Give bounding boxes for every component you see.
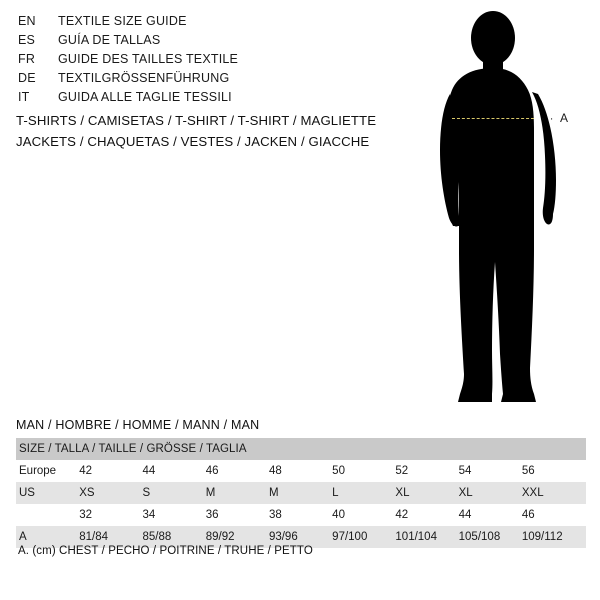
language-text: GUIDA ALLE TAGLIE TESSILI [58, 90, 232, 104]
language-code: FR [18, 52, 36, 66]
table-header-label: SIZE / TALLA / TAILLE / GRÖSSE / TAGLIA [19, 443, 247, 455]
table-cell: XXL [521, 487, 544, 499]
language-text: TEXTILGRÖSSENFÜHRUNG [58, 71, 230, 85]
language-list [18, 14, 378, 109]
table-cell: XS [79, 487, 95, 499]
measurement-footnote: A. (cm) CHEST / PECHO / POITRINE / TRUHE / PETTO [18, 545, 313, 557]
table-cell: 101/104 [395, 531, 437, 543]
table-cell: 109/112 [521, 531, 563, 543]
table-cell: 85/88 [142, 531, 172, 543]
language-row [18, 90, 378, 109]
table-cell: 32 [79, 509, 93, 521]
language-code: IT [18, 90, 30, 104]
table-cell: 42 [395, 509, 409, 521]
male-silhouette-figure [400, 10, 590, 405]
table-cell: 50 [332, 465, 345, 477]
table-cell: 36 [205, 509, 219, 521]
table-cell: 89/92 [205, 531, 235, 543]
table-cell: 97/100 [332, 531, 368, 543]
category-line-tshirts: T-SHIRTS / CAMISETAS / T-SHIRT / T-SHIRT / MAGLIETTE [16, 113, 377, 128]
table-cell: 40 [332, 509, 345, 521]
table-cell: 44 [458, 509, 472, 521]
table-title: MAN / HOMBRE / HOMME / MANN / MAN [16, 418, 260, 432]
table-cell: 52 [395, 465, 409, 477]
language-code: DE [18, 71, 36, 85]
table-cell: XL [458, 487, 473, 499]
size-table-section [16, 418, 586, 548]
table-cell: XL [395, 487, 410, 499]
table-row [16, 504, 586, 526]
row-label: US [19, 487, 35, 499]
table-cell: 56 [521, 465, 535, 477]
language-row [18, 33, 378, 52]
language-row [18, 52, 378, 71]
language-code: EN [18, 14, 36, 28]
chest-leader-dots: · · [541, 113, 555, 125]
table-cell: 44 [142, 465, 156, 477]
chest-measure-label: A [560, 111, 569, 125]
table-cell: S [142, 487, 151, 499]
language-code: ES [18, 33, 36, 47]
silhouette-svg [400, 10, 590, 405]
table-cell: 48 [268, 465, 282, 477]
table-cell: 54 [458, 465, 472, 477]
table-cell: 46 [205, 465, 219, 477]
language-row [18, 14, 378, 33]
garment-categories [16, 110, 396, 152]
chest-measure-line [452, 118, 534, 119]
table-cell: L [332, 487, 339, 499]
language-text: TEXTILE SIZE GUIDE [58, 14, 187, 28]
language-row [18, 71, 378, 90]
row-label [16, 504, 79, 526]
language-text: GUÍA DE TALLAS [58, 33, 161, 47]
table-header-row [16, 438, 586, 460]
category-line-jackets: JACKETS / CHAQUETAS / VESTES / JACKEN / GIACCHE [16, 134, 370, 149]
language-text: GUIDE DES TAILLES TEXTILE [58, 52, 239, 66]
size-table [16, 438, 586, 548]
table-cell: M [268, 487, 279, 499]
table-cell: 34 [142, 509, 156, 521]
table-cell: 46 [521, 509, 535, 521]
row-label: A [19, 531, 27, 543]
table-cell: 93/96 [268, 531, 298, 543]
row-label: Europe [19, 465, 57, 477]
table-cell: 38 [268, 509, 282, 521]
table-cell: M [205, 487, 216, 499]
table-cell: 105/108 [458, 531, 501, 543]
table-cell: 81/84 [79, 531, 109, 543]
table-cell: 42 [79, 465, 93, 477]
table-row [16, 482, 586, 504]
table-row [16, 460, 586, 482]
